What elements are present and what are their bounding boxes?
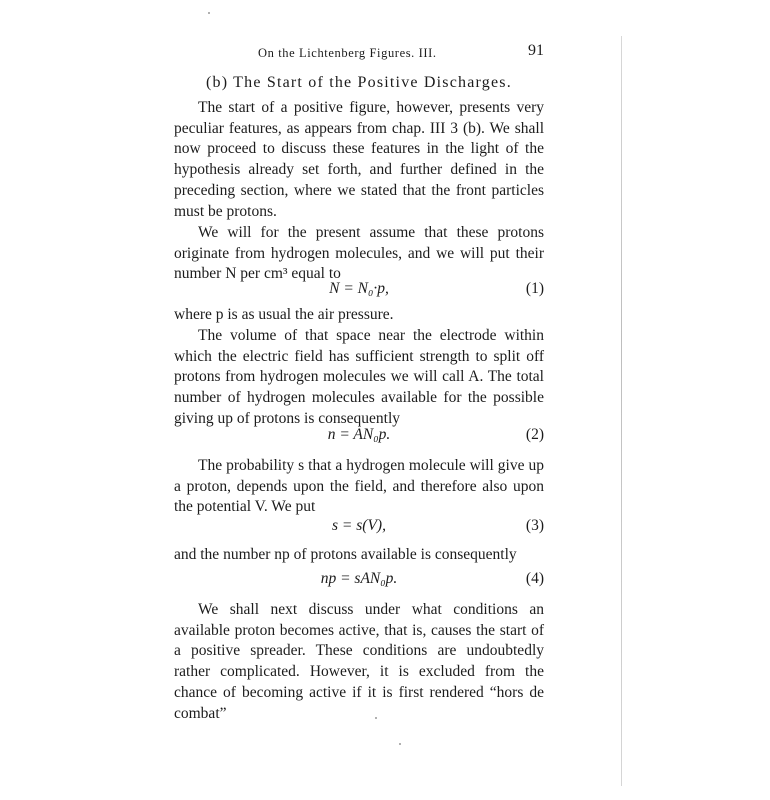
equation-expression: np = sAN₀p. bbox=[320, 570, 398, 587]
equation-3 bbox=[174, 517, 544, 539]
equation-2 bbox=[174, 426, 544, 448]
paragraph: We shall next discuss under what conditions an available proton becomes active, that is, causes the start of a positive spreader. These conditions are undoubtedly rather complicated. However, it is excluded from the chance of becoming active if it is first rendered “hors de combat” bbox=[174, 601, 544, 722]
equation-expression: N = N₀·p, bbox=[329, 280, 389, 297]
equation-4 bbox=[174, 570, 544, 592]
scan-edge-line bbox=[621, 36, 622, 786]
equation-number: (4) bbox=[525, 570, 544, 587]
paragraph: and the number np of protons available is consequently bbox=[174, 546, 517, 563]
section-heading: (b) The Start of the Positive Discharges. bbox=[206, 74, 512, 91]
scan-speck bbox=[399, 743, 401, 745]
paragraph: The probability s that a hydrogen molecule will give up a proton, depends upon the field, and therefore also upon the potential V. We put bbox=[174, 457, 544, 516]
paragraph: The start of a positive figure, however, presents very peculiar features, as appears from chap. III 3 (b). We shall now proceed to discuss these features in the light of the hypothesis already set forth, and further defined in the preceding section, where we stated that the front particles must be protons. bbox=[174, 99, 544, 220]
equation-number: (3) bbox=[525, 517, 544, 534]
paragraph: where p is as usual the air pressure. bbox=[174, 306, 394, 323]
paragraph: We will for the present assume that these protons originate from hydrogen molecules, and we will put their number N per cm³ equal to bbox=[174, 224, 544, 283]
equation-expression: s = s(V), bbox=[332, 517, 386, 534]
running-header bbox=[196, 42, 544, 64]
equation-number: (1) bbox=[525, 280, 544, 297]
equation-number: (2) bbox=[525, 426, 544, 443]
equation-expression: n = AN₀p. bbox=[327, 426, 391, 443]
equation-1 bbox=[174, 280, 544, 302]
running-title: On the Lichtenberg Figures. III. bbox=[258, 46, 437, 60]
page-number: 91 bbox=[528, 42, 544, 59]
scan-speck bbox=[208, 12, 210, 14]
paragraph: The volume of that space near the electrode within which the electric field has sufficient strength to split off protons from hydrogen molecules we will call A. The total number of hydrogen molecules available for the possible giving up of protons is consequently bbox=[174, 327, 544, 427]
